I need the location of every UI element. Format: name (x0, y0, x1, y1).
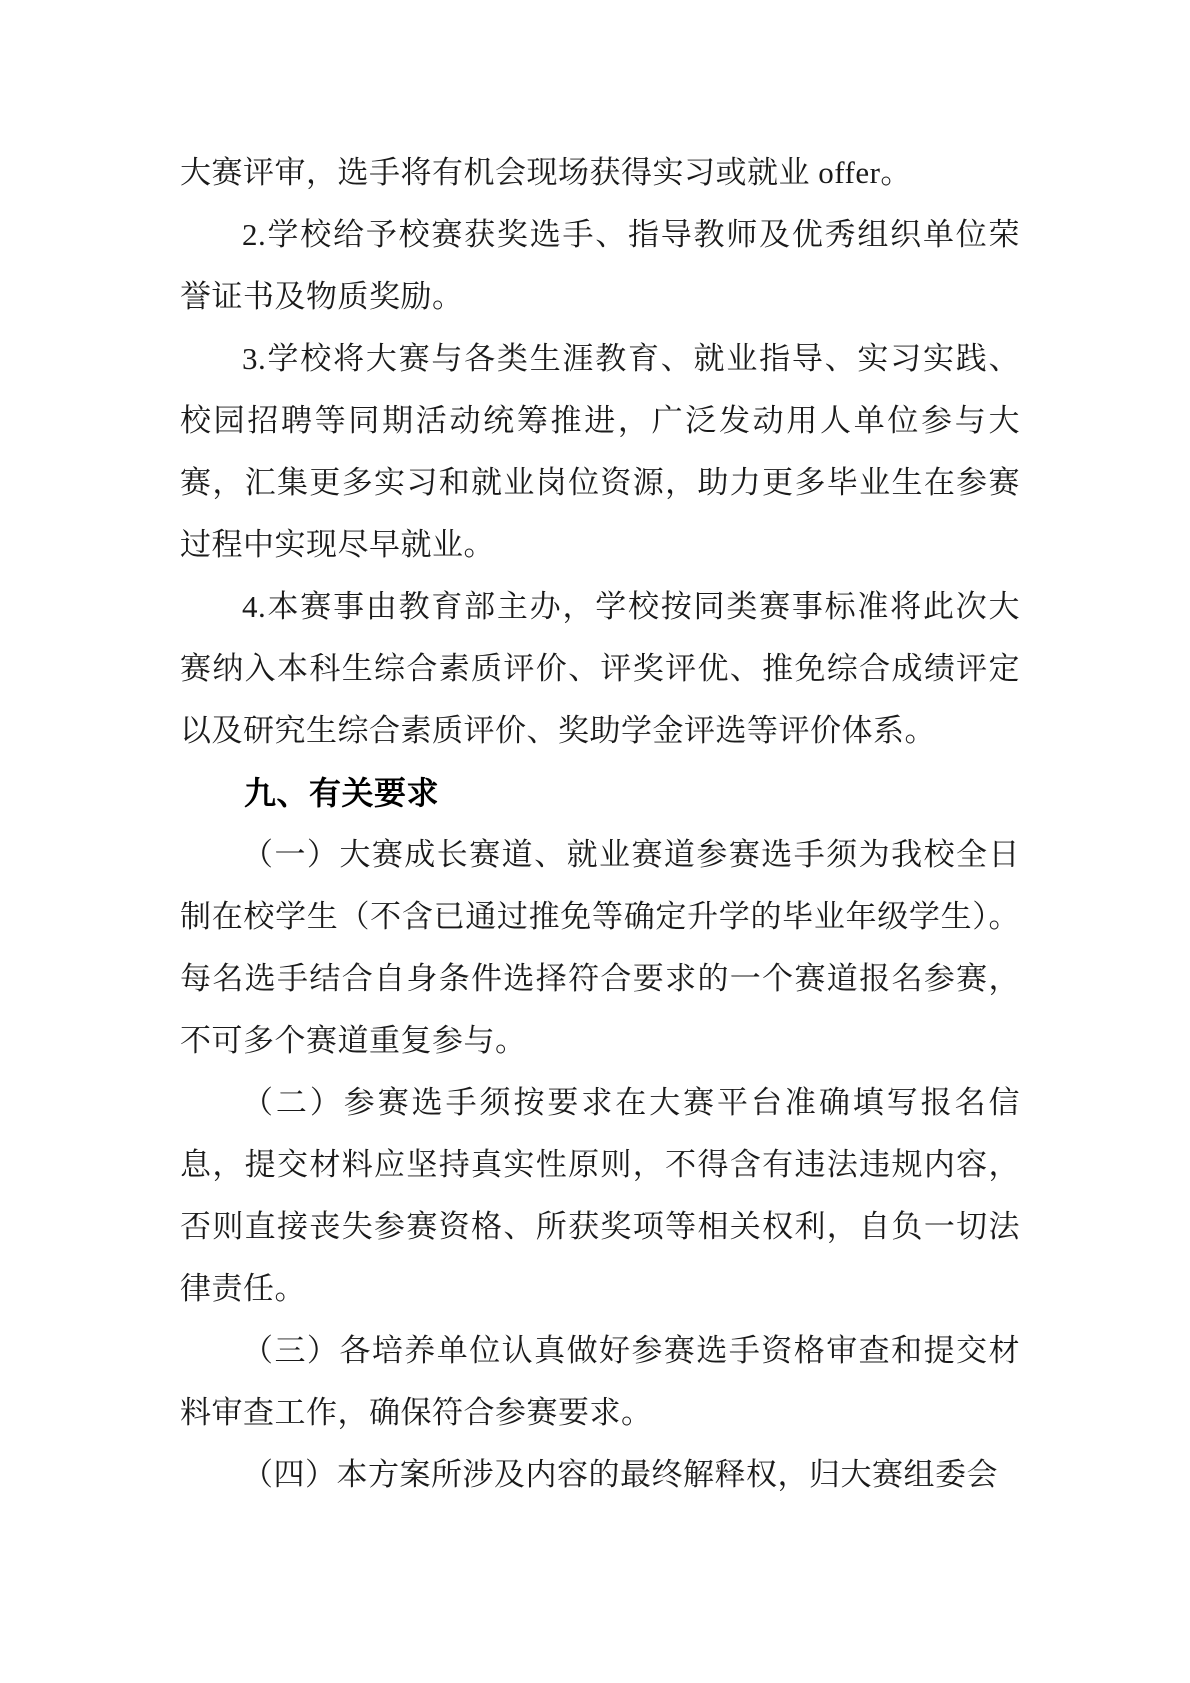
requirement-item-2: （二）参赛选手须按要求在大赛平台准确填写报名信息，提交材料应坚持真实性原则，不得含有违法违规内容，否则直接丧失参赛资格、所获奖项等相关权利，自负一切法律责任。 (180, 1085, 1020, 1306)
numbered-item-4: 4.本赛事由教育部主办，学校按同类赛事标准将此次大赛纳入本科生综合素质评价、评奖评优、推免综合成绩评定以及研究生综合素质评价、奖助学金评选等评价体系。 (180, 589, 1020, 748)
document-body (180, 142, 1020, 1506)
requirement-item-3: （三）各培养单位认真做好参赛选手资格审查和提交材料审查工作，确保符合参赛要求。 (180, 1333, 1020, 1430)
section-heading-nine: 九、有关要求 (244, 775, 440, 811)
requirement-item-1: （一）大赛成长赛道、就业赛道参赛选手须为我校全日制在校学生（不含已通过推免等确定升学的毕业年级学生）。每名选手结合自身条件选择符合要求的一个赛道报名参赛，不可多个赛道重复参与。 (180, 837, 1020, 1058)
requirement-item-4: （四）本方案所涉及内容的最终解释权，归大赛组委会 (242, 1457, 998, 1492)
numbered-item-3: 3.学校将大赛与各类生涯教育、就业指导、实习实践、校园招聘等同期活动统筹推进，广泛发动用人单位参与大赛，汇集更多实习和就业岗位资源，助力更多毕业生在参赛过程中实现尽早就业。 (180, 341, 1020, 562)
numbered-item-2: 2.学校给予校赛获奖选手、指导教师及优秀组织单位荣誉证书及物质奖励。 (180, 217, 1020, 314)
continuation-paragraph: 大赛评审，选手将有机会现场获得实习或就业 offer。 (180, 155, 912, 190)
